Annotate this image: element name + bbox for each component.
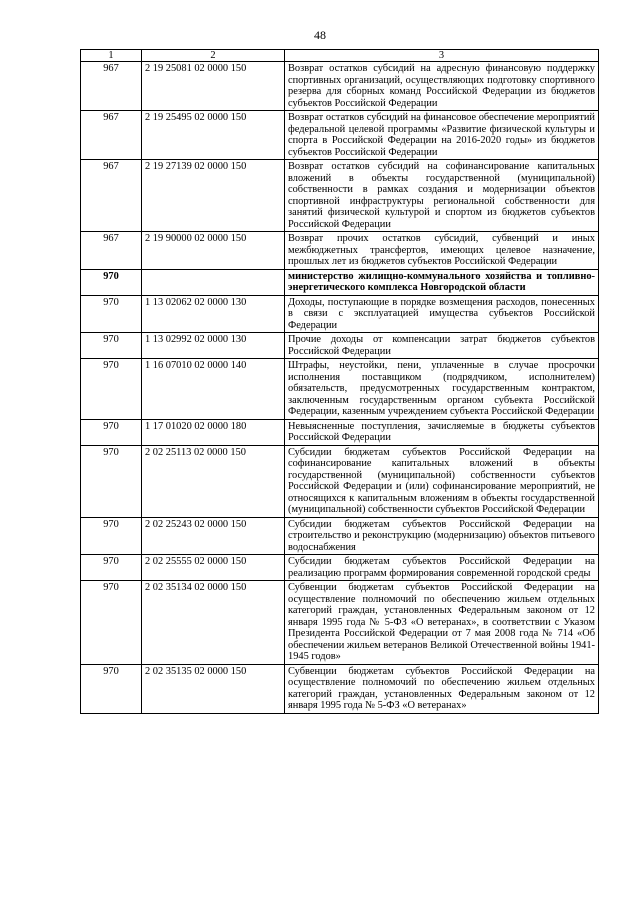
revenue-code-cell: 2 19 90000 02 0000 150 <box>142 232 285 270</box>
revenue-name-cell: Возврат остатков субсидий на финансовое обеспечение мероприятий федеральной целевой программы «Развитие физической культуры и спорта в Российской Федерации на 2016-2020 годы» из бюджетов субъектов Российской Федерации <box>285 111 599 160</box>
admin-code-cell: 970 <box>81 517 142 555</box>
admin-code-cell: 970 <box>81 445 142 517</box>
revenue-name-cell: Штрафы, неустойки, пени, уплаченные в случае просрочки исполнения поставщиком (подрядчиком, исполнителем) обязательств, предусмотренных государственным контрактом, заключенным государственным органом субъекта Российской Федерации, казенным учреждением субъекта Российской Федерации <box>285 359 599 420</box>
revenue-name-cell: Возврат прочих остатков субсидий, субвенций и иных межбюджетных трансфертов, имеющих целевое назначение, прошлых лет из бюджетов субъектов Российской Федерации <box>285 232 599 270</box>
table-row <box>81 517 599 555</box>
table-row <box>81 419 599 445</box>
admin-code-cell: 967 <box>81 62 142 111</box>
admin-code-cell: 970 <box>81 269 142 295</box>
admin-code-cell: 967 <box>81 232 142 270</box>
admin-code-cell: 970 <box>81 359 142 420</box>
revenue-code-cell: 2 02 25113 02 0000 150 <box>142 445 285 517</box>
revenue-name-cell: Субсидии бюджетам субъектов Российской Федерации на реализацию программ формирования современной городской среды <box>285 555 599 581</box>
revenue-code-cell: 1 13 02062 02 0000 130 <box>142 295 285 333</box>
administrator-name-cell: министерство жилищно-коммунального хозяйства и топливно-энергетического комплекса Новгородской области <box>285 269 599 295</box>
section-heading-row <box>81 269 599 295</box>
revenue-code-cell: 2 02 35134 02 0000 150 <box>142 581 285 665</box>
revenue-code-cell: 2 02 25243 02 0000 150 <box>142 517 285 555</box>
revenue-code-cell: 2 02 35135 02 0000 150 <box>142 664 285 713</box>
revenue-code-cell: 2 19 25495 02 0000 150 <box>142 111 285 160</box>
header-col-2: 2 <box>142 50 285 62</box>
revenue-code-cell: 2 02 25555 02 0000 150 <box>142 555 285 581</box>
revenue-code-cell: 1 17 01020 02 0000 180 <box>142 419 285 445</box>
table-row <box>81 359 599 420</box>
admin-code-cell: 967 <box>81 160 142 232</box>
table-row <box>81 445 599 517</box>
revenue-name-cell: Субсидии бюджетам субъектов Российской Федерации на софинансирование капитальных вложений в объекты государственной (муниципальной) собственности субъектов Российской Федерации и (или) софинансирование мероприятий, не относящихся к капитальным вложениям в объекты государственной (муниципальной) собственности субъектов Российской Федерации <box>285 445 599 517</box>
revenue-code-cell <box>142 269 285 295</box>
revenue-name-cell: Доходы, поступающие в порядке возмещения расходов, понесенных в связи с эксплуатацией имущества субъектов Российской Федерации <box>285 295 599 333</box>
table-row <box>81 664 599 713</box>
revenue-codes-table <box>80 49 599 714</box>
admin-code-cell: 970 <box>81 333 142 359</box>
admin-code-cell: 970 <box>81 295 142 333</box>
header-col-1: 1 <box>81 50 142 62</box>
admin-code-cell: 970 <box>81 664 142 713</box>
table-row <box>81 62 599 111</box>
table-row <box>81 555 599 581</box>
table-row <box>81 232 599 270</box>
revenue-name-cell: Субсидии бюджетам субъектов Российской Федерации на строительство и реконструкцию (модернизацию) объектов питьевого водоснабжения <box>285 517 599 555</box>
revenue-name-cell: Прочие доходы от компенсации затрат бюджетов субъектов Российской Федерации <box>285 333 599 359</box>
revenue-code-cell: 2 19 27139 02 0000 150 <box>142 160 285 232</box>
revenue-code-cell: 1 16 07010 02 0000 140 <box>142 359 285 420</box>
revenue-code-cell: 2 19 25081 02 0000 150 <box>142 62 285 111</box>
revenue-name-cell: Возврат остатков субсидий на софинансирование капитальных вложений в объекты государственной (муниципальной) собственности в рамках создания и модернизации объектов спортивной инфраструктуры региональной собственности для занятий физической культурой и спортом из бюджетов субъектов Российской Федерации <box>285 160 599 232</box>
header-col-3: 3 <box>285 50 599 62</box>
admin-code-cell: 970 <box>81 581 142 665</box>
revenue-code-cell: 1 13 02992 02 0000 130 <box>142 333 285 359</box>
admin-code-cell: 970 <box>81 555 142 581</box>
admin-code-cell: 970 <box>81 419 142 445</box>
revenue-name-cell: Субвенции бюджетам субъектов Российской Федерации на осуществление полномочий по обеспечению жильем отдельных категорий граждан, установленных Федеральным законом от 12 января 1995 года № 5-ФЗ «О ветеранах», в соответствии с Указом Президента Российской Федерации от 7 мая 2008 года № 714 «Об обеспечении жильем ветеранов Великой Отечественной войны 1941-1945 годов» <box>285 581 599 665</box>
page-number: 48 <box>314 28 326 42</box>
revenue-name-cell: Субвенции бюджетам субъектов Российской Федерации на осуществление полномочий по обеспечению жильем отдельных категорий граждан, установленных Федеральным законом от 12 января 1995 года № 5-ФЗ «О ветеранах» <box>285 664 599 713</box>
table-row <box>81 160 599 232</box>
table-row <box>81 295 599 333</box>
table-header-row <box>81 50 599 62</box>
table-row <box>81 333 599 359</box>
revenue-name-cell: Невыясненные поступления, зачисляемые в бюджеты субъектов Российской Федерации <box>285 419 599 445</box>
admin-code-cell: 967 <box>81 111 142 160</box>
revenue-name-cell: Возврат остатков субсидий на адресную финансовую поддержку спортивных организаций, осуществляющих подготовку спортивного резерва для сборных команд Российской Федерации из бюджетов субъектов Российской Федерации <box>285 62 599 111</box>
table-row <box>81 581 599 665</box>
table-row <box>81 111 599 160</box>
